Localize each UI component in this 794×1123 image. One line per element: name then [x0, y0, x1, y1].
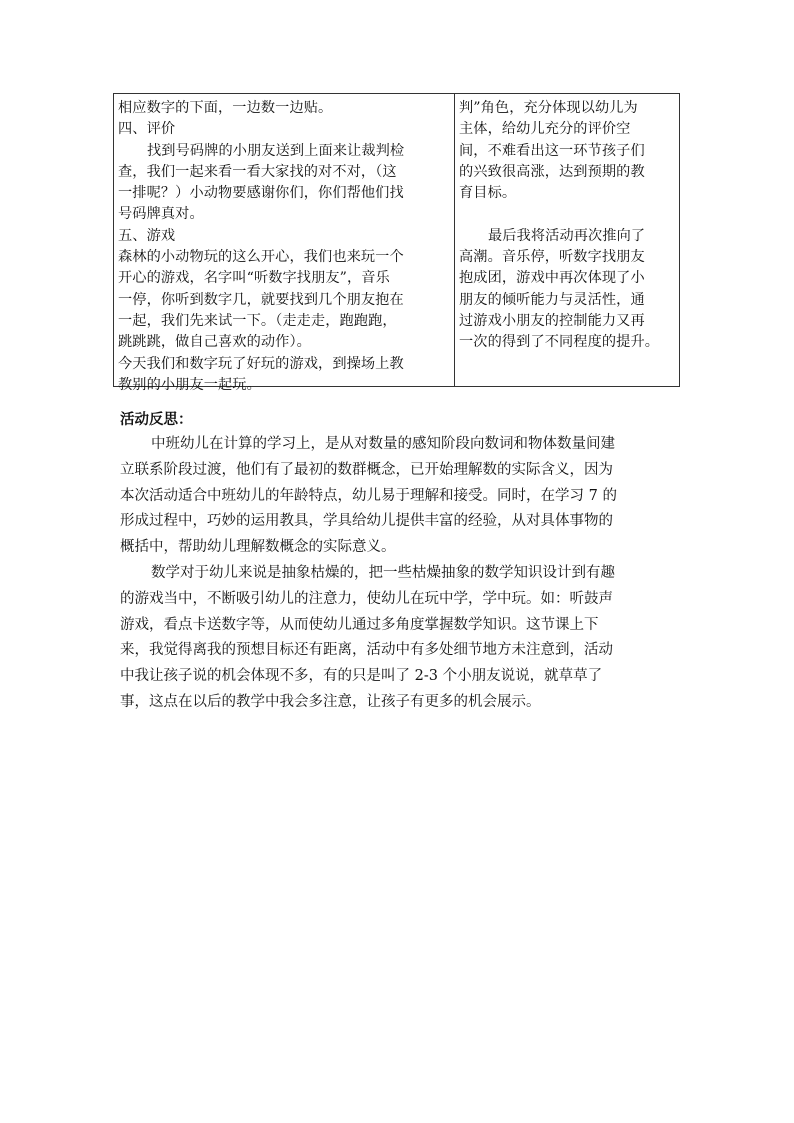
- text-line: 一停，你听到数字几，就要找到几个朋友抱在: [118, 291, 404, 308]
- text-line: 事，这点在以后的教学中我会多注意，让孩子有更多的机会展示。: [120, 693, 541, 710]
- text-line: 的兴致很高涨，达到预期的教: [459, 163, 645, 180]
- text-line: 号码牌真对。: [118, 206, 204, 223]
- text-line: 朋友的倾听能力与灵活性，通: [459, 291, 645, 308]
- reflection-paragraph-2: [120, 561, 680, 716]
- text-line: 抱成团，游戏中再次体现了小: [459, 270, 645, 287]
- text-line: 高潮。音乐停，听数字找朋友: [459, 249, 645, 266]
- section-heading-game: 五、游戏: [118, 227, 176, 244]
- text-line: 开心的游戏，名字叫“听数字找朋友”，音乐: [118, 270, 390, 287]
- text-line: 最后我将活动再次推向了: [488, 227, 646, 244]
- text-line: 过游戏小朋友的控制能力又再: [459, 312, 645, 329]
- text-line: 跳跳跳，做自己喜欢的动作）。: [118, 334, 311, 351]
- text-line: 一排呢？）小动物要感谢你们，你们帮他们找: [118, 185, 404, 202]
- lesson-table: [113, 93, 680, 393]
- text-line: 游戏，看点卡送数字等，从而使幼儿通过多角度掌握数学知识。这节课上下: [120, 616, 599, 633]
- text-line: 森林的小动物玩的这么开心，我们也来玩一个: [118, 249, 404, 266]
- text-line: 相应数字的下面，一边数一边贴。: [118, 100, 333, 116]
- text-line: 数学对于幼儿来说是抽象枯燥的，把一些枯燥抽象的数学知识设计到有趣: [151, 564, 615, 581]
- text-line: 中我让孩子说的机会体现不多，有的只是叫了 2-3 个小朋友说说，就草草了: [120, 668, 603, 685]
- text-line: 主体，给幼儿充分的评价空: [459, 121, 631, 138]
- text-line: 一起，我们先来试一下。（走走走，跑跑跑，: [118, 312, 397, 329]
- text-line: 查，我们一起来看一看大家找的对不对，（这: [118, 163, 397, 180]
- text-line: 育目标。: [459, 185, 517, 202]
- table-divider: [454, 94, 455, 386]
- text-line: 间，不难看出这一环节孩子们: [459, 142, 645, 159]
- text-line: 中班幼儿在计算的学习上，是从对数量的感知阶段向数词和物体数量间建: [151, 436, 615, 452]
- design-intent-cell: [459, 98, 679, 354]
- section-heading-evaluation: 四、评价: [118, 121, 176, 138]
- text-line: 一次的得到了不同程度的提升。: [459, 334, 660, 351]
- reflection-section: [120, 408, 680, 716]
- text-line: 今天我们和数字玩了好玩的游戏，到操场上教: [118, 355, 404, 372]
- text-line: 教别的小朋友一起玩。: [118, 376, 261, 393]
- activity-process-cell: [118, 98, 452, 396]
- text-line: 判”角色，充分体现以幼儿为: [459, 100, 638, 116]
- text-line: 本次活动适合中班幼儿的年龄特点，幼儿易于理解和接受。同时，在学习 7 的: [120, 487, 617, 504]
- text-line: 概括中，帮助幼儿理解数概念的实际意义。: [120, 539, 396, 556]
- text-line: 找到号码牌的小朋友送到上面来让裁判检: [147, 142, 405, 159]
- text-line: 的游戏当中，不断吸引幼儿的注意力，使幼儿在玩中学，学中玩。如：听鼓声: [120, 590, 613, 607]
- text-line: 形成过程中，巧妙的运用教具，学具给幼儿提供丰富的经验，从对具体事物的: [120, 513, 613, 530]
- reflection-title: 活动反思：: [120, 411, 193, 428]
- text-line: 来，我觉得离我的预想目标还有距离，活动中有多处细节地方未注意到，活动: [120, 642, 613, 659]
- reflection-paragraph-1: [120, 432, 680, 561]
- text-line: 立联系阶段过渡，他们有了最初的数群概念，已开始理解数的实际含义，因为: [120, 461, 613, 478]
